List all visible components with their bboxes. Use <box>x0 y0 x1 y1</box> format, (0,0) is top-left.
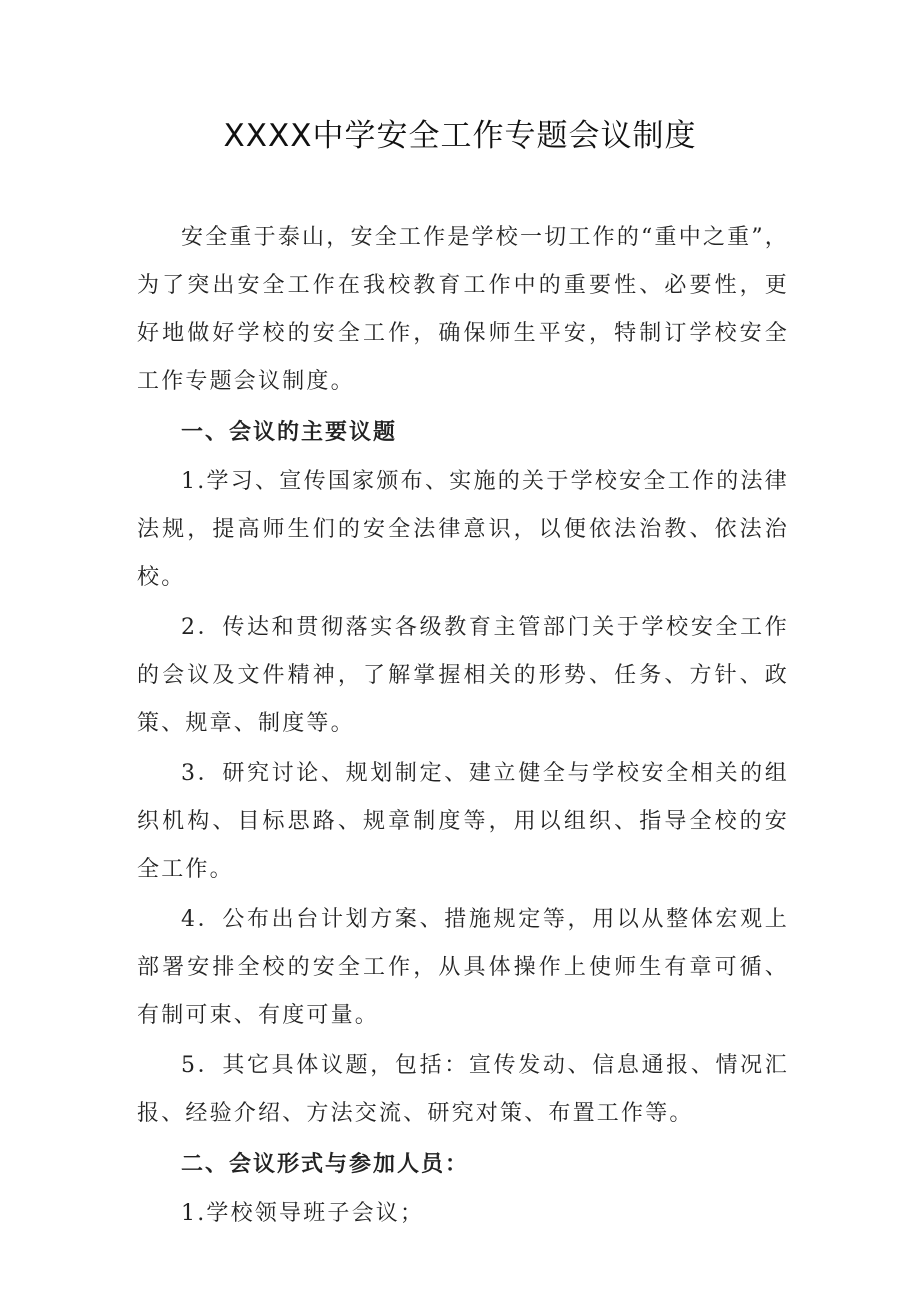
document-body <box>137 214 789 1238</box>
document-title: XXXX中学安全工作专题会议制度 <box>223 118 697 154</box>
section-heading-2: 二、会议形式与参加人员： <box>181 1151 470 1177</box>
agenda-item-2: 2．传达和贯彻落实各级教育主管部门关于学校安全工作的会议及文件精神，了解掌握相关的形势、任务、方针、政策、规章、制度等。 <box>137 615 789 736</box>
section-heading-1: 一、会议的主要议题 <box>181 419 398 445</box>
agenda-item-4: 4．公布出台计划方案、措施规定等，用以从整体宏观上部署安排全校的安全工作，从具体操作上使师生有章可循、有制可束、有度可量。 <box>137 907 789 1028</box>
intro-paragraph: 安全重于泰山，安全工作是学校一切工作的“重中之重”，为了突出安全工作在我校教育工作中的重要性、必要性，更好地做好学校的安全工作，确保师生平安，特制订学校安全工作专题会议制度。 <box>137 225 789 394</box>
agenda-item-3: 3．研究讨论、规划制定、建立健全与学校安全相关的组织机构、目标思路、规章制度等，用以组织、指导全校的安全工作。 <box>137 761 789 882</box>
agenda-item-5: 5．其它具体议题，包括：宣传发动、信息通报、情况汇报、经验介绍、方法交流、研究对策、布置工作等。 <box>137 1053 789 1126</box>
meeting-form-item-1: 1.学校领导班子会议； <box>181 1201 425 1226</box>
agenda-item-1: 1.学习、宣传国家颁布、实施的关于学校安全工作的法律法规，提高师生们的安全法律意识，以便依法治教、依法治校。 <box>137 469 789 590</box>
